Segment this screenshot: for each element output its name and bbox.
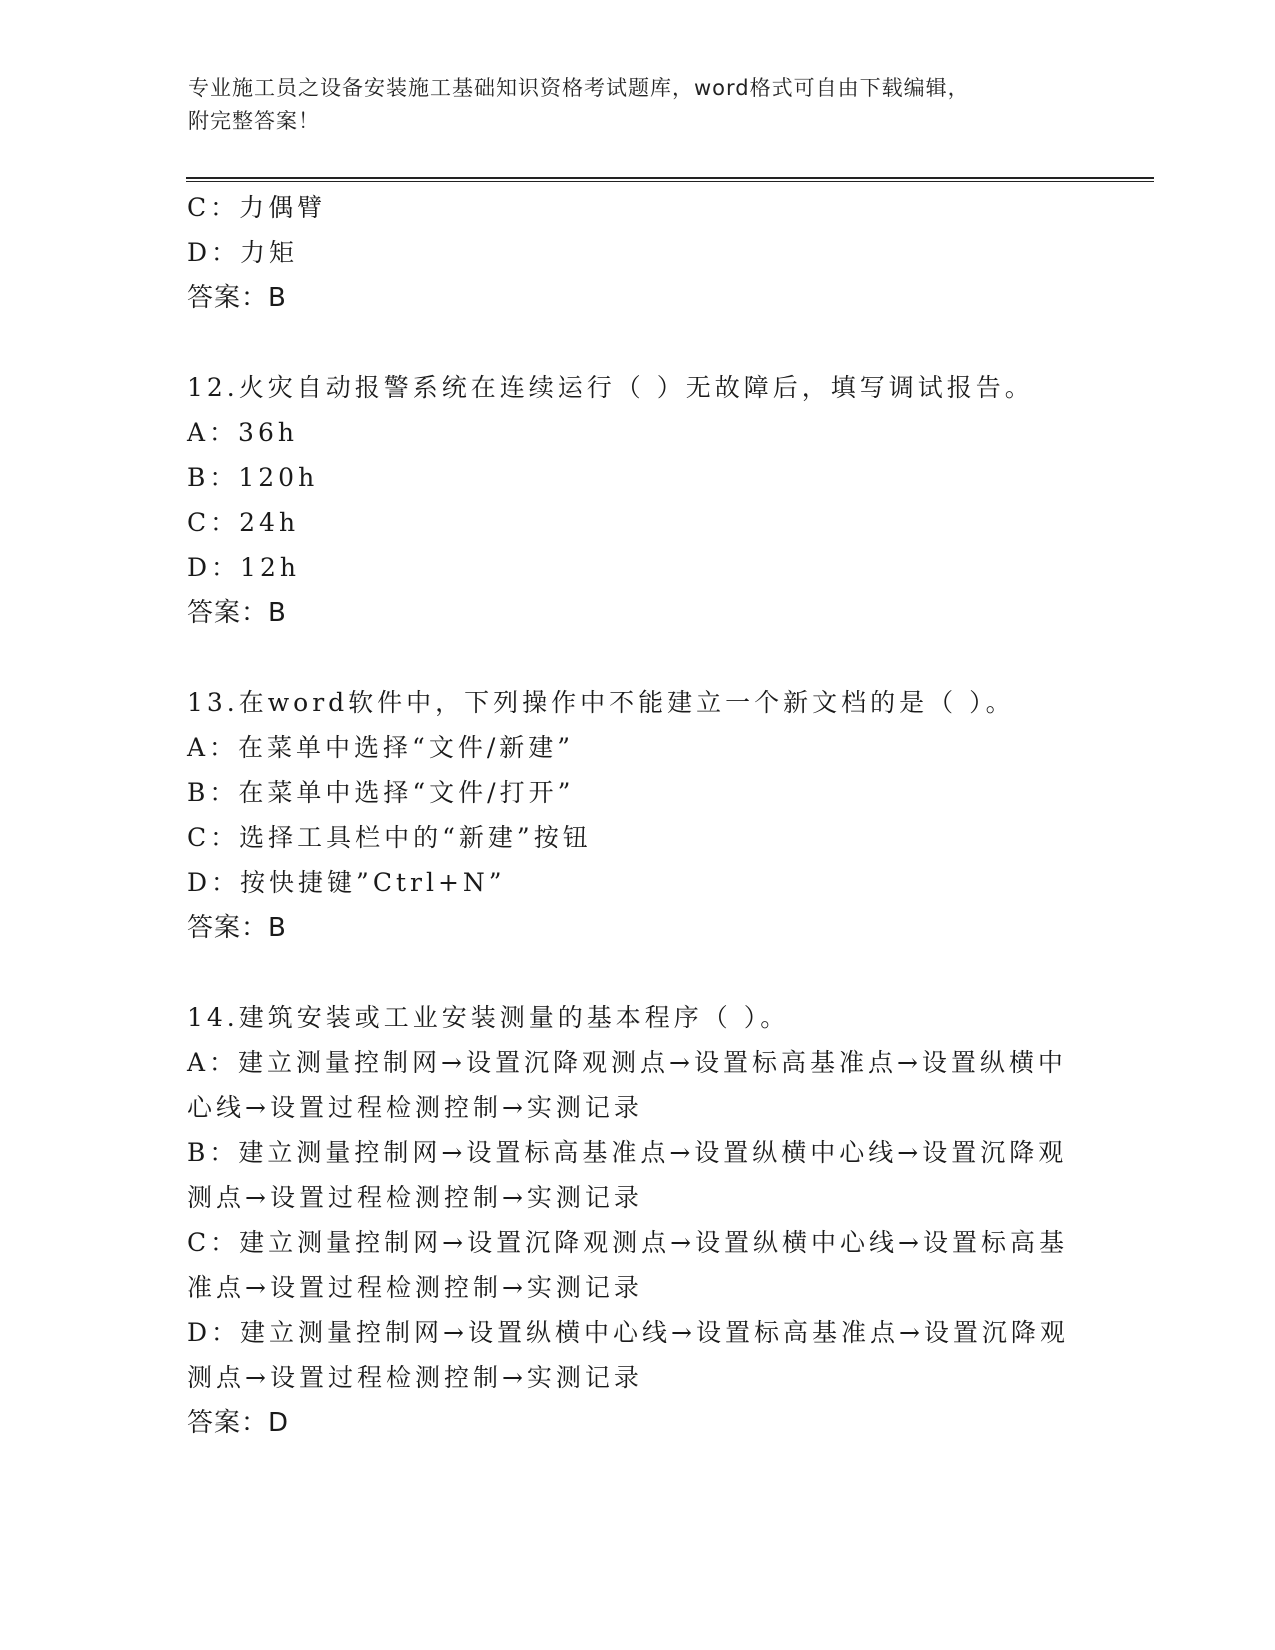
q12-question: 12.火灾自动报警系统在连续运行（ ）无故障后，填写调试报告。	[187, 373, 1034, 402]
q14-option-b-line-1: B：建立测量控制网→设置标高基准点→设置纵横中心线→设置沉降观	[187, 1138, 1068, 1167]
q14-option-c-line-1: C：建立测量控制网→设置沉降观测点→设置纵横中心线→设置标高基	[187, 1228, 1068, 1257]
q13-option-b: B：在菜单中选择“文件/打开”	[187, 778, 575, 807]
q13-option-c: C：选择工具栏中的“新建”按钮	[187, 823, 592, 852]
q14-option-d-line-1: D：建立测量控制网→设置纵横中心线→设置标高基准点→设置沉降观	[187, 1318, 1069, 1347]
q14-option-d-line-2: 测点→设置过程检测控制→实测记录	[187, 1363, 643, 1392]
q12-option-d: D：12h	[187, 553, 300, 582]
q14-option-c-line-2: 准点→设置过程检测控制→实测记录	[187, 1273, 643, 1302]
q11-answer: 答案：B	[187, 283, 287, 313]
q13-option-a: A：在菜单中选择“文件/新建”	[187, 733, 575, 762]
q14-option-a-line-1: A：建立测量控制网→设置沉降观测点→设置标高基准点→设置纵横中	[187, 1048, 1067, 1077]
header-divider-thick	[186, 177, 1154, 179]
q12-answer: 答案：B	[187, 598, 287, 628]
q14-question: 14.建筑安装或工业安装测量的基本程序（ ）。	[187, 1003, 790, 1032]
header-line-1: 专业施工员之设备安装施工基础知识资格考试题库，word格式可自由下载编辑，	[188, 76, 970, 100]
q12-option-b: B：120h	[187, 463, 319, 492]
q12-option-a: A：36h	[187, 418, 298, 447]
q11-option-c: C：力偶臂	[187, 193, 327, 222]
q13-answer: 答案：B	[187, 913, 287, 943]
q14-option-a-line-2: 心线→设置过程检测控制→实测记录	[187, 1093, 643, 1122]
document-header	[188, 72, 1068, 138]
header-divider-thin	[186, 181, 1154, 182]
header-line-2: 附完整答案！	[188, 109, 320, 133]
q11-option-d: D：力矩	[187, 238, 299, 267]
q13-option-d: D：按快捷键”Ctrl+N”	[187, 868, 506, 897]
q13-question: 13.在word软件中，下列操作中不能建立一个新文档的是（ ）。	[187, 688, 1015, 717]
q14-option-b-line-2: 测点→设置过程检测控制→实测记录	[187, 1183, 643, 1212]
q12-option-c: C：24h	[187, 508, 300, 537]
q14-answer: 答案：D	[187, 1408, 290, 1438]
